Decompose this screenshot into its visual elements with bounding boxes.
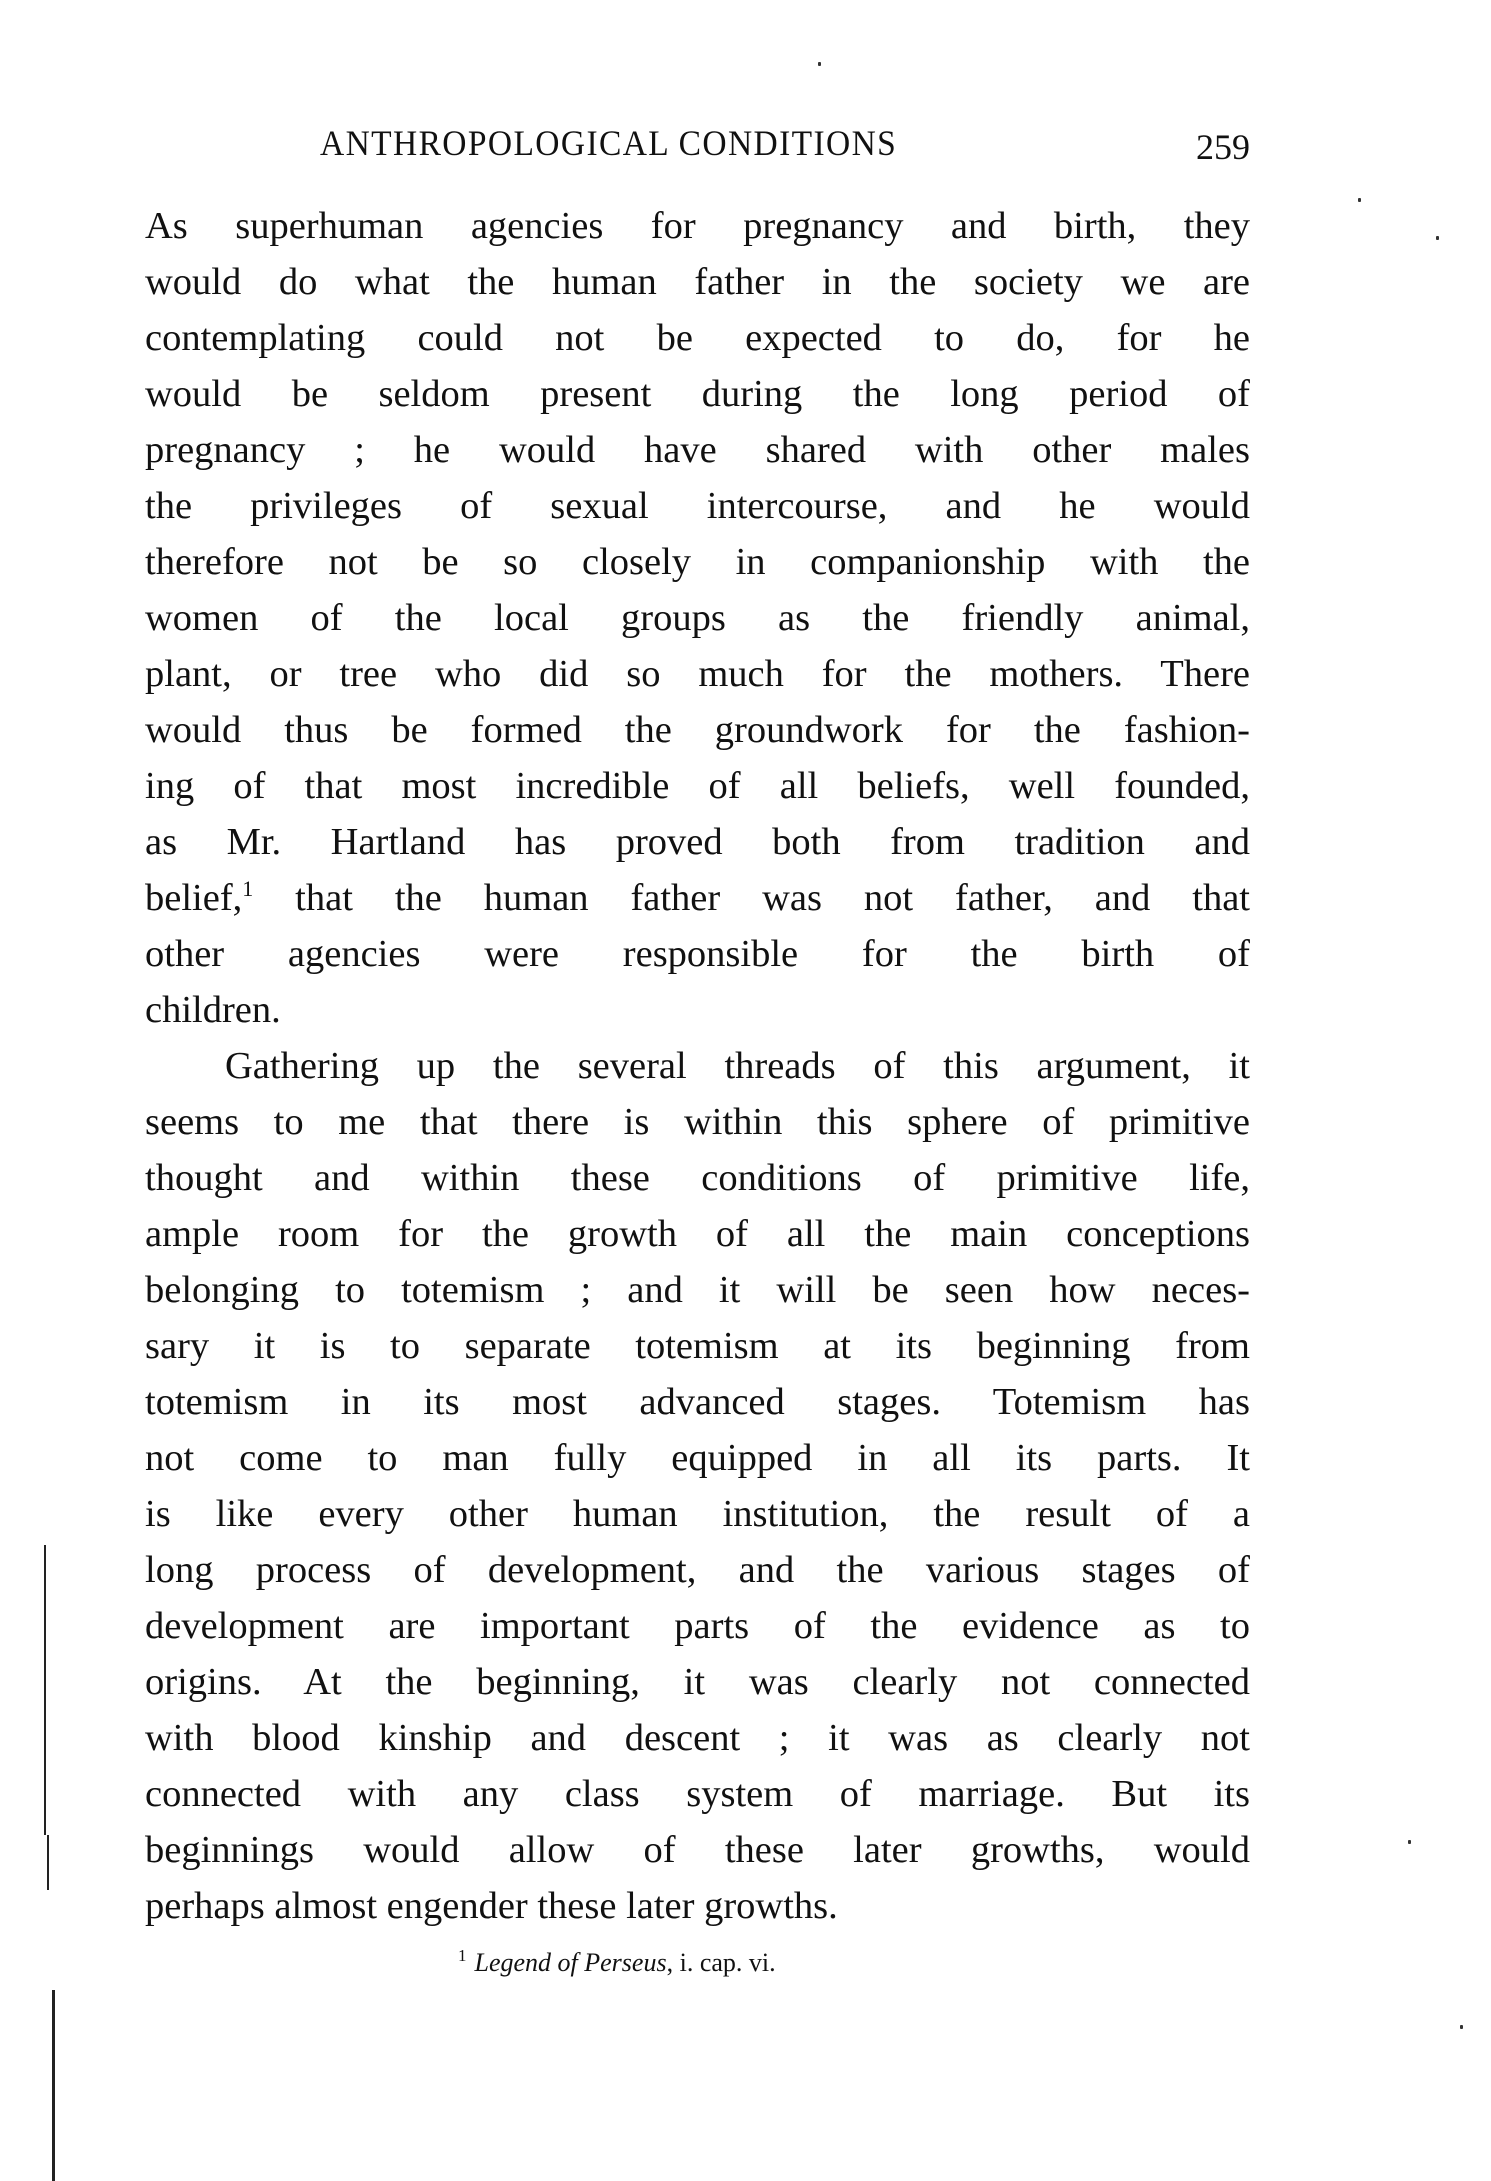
- text-line: therefore not be so closely in companionship with the: [145, 541, 1250, 583]
- text-line: long process of development, and the various stages of: [145, 1549, 1250, 1591]
- text-line: totemism in its most advanced stages. Totemism has: [145, 1381, 1250, 1423]
- text-line: other agencies were responsible for the birth of: [145, 933, 1250, 975]
- footnote-marker[interactable]: 1: [242, 876, 254, 901]
- footnote-number: 1: [458, 1946, 467, 1965]
- page-number: 259: [1196, 127, 1250, 167]
- text-line: Gathering up the several threads of this argument, it: [225, 1045, 1250, 1087]
- text-line: would thus be formed the groundwork for the fashion-: [145, 709, 1250, 751]
- text-segment: belief,: [145, 877, 243, 919]
- text-line: would be seldom present during the long period of: [145, 373, 1250, 415]
- scan-edge-line: [52, 1990, 55, 2181]
- footnote-citation: , i. cap. vi.: [666, 1948, 776, 1977]
- text-line: origins. At the beginning, it was clearly not connected: [145, 1661, 1250, 1703]
- scan-speck: [1436, 236, 1439, 240]
- text-line-with-footnote: [145, 870, 1250, 926]
- scan-speck: [1408, 1840, 1411, 1844]
- text-line: connected with any class system of marriage. But its: [145, 1773, 1250, 1815]
- text-segment: that the human father was not father, and that: [253, 877, 1250, 919]
- running-head: [145, 122, 1250, 172]
- text-line: pregnancy ; he would have shared with other males: [145, 429, 1250, 471]
- text-line: as Mr. Hartland has proved both from tradition and: [145, 821, 1250, 863]
- paragraph-2: [145, 1038, 1250, 1934]
- text-line: belonging to totemism ; and it will be seen how neces-: [145, 1269, 1250, 1311]
- text-line: women of the local groups as the friendly animal,: [145, 597, 1250, 639]
- footnote-title: Legend of Perseus: [474, 1948, 667, 1977]
- text-line: development are important parts of the evidence as to: [145, 1605, 1250, 1647]
- scan-speck: [1358, 198, 1361, 202]
- text-line: ing of that most incredible of all beliefs, well founded,: [145, 765, 1250, 807]
- scan-speck: [818, 62, 821, 66]
- text-line: As superhuman agencies for pregnancy and birth, they: [145, 205, 1250, 247]
- text-line: seems to me that there is within this sphere of primitive: [145, 1101, 1250, 1143]
- text-line: sary it is to separate totemism at its beginning from: [145, 1325, 1250, 1367]
- scan-speck: [1460, 2025, 1463, 2029]
- text-line: beginnings would allow of these later growths, would: [145, 1829, 1250, 1871]
- text-line: contemplating could not be expected to do, for he: [145, 317, 1250, 359]
- scan-edge-line: [44, 1545, 46, 1835]
- text-line: plant, or tree who did so much for the mothers. There: [145, 653, 1250, 695]
- text-line: would do what the human father in the society we are: [145, 261, 1250, 303]
- scan-edge-line: [47, 1835, 49, 1890]
- body-text: [145, 198, 1250, 1934]
- text-line: perhaps almost engender these later growths.: [145, 1885, 838, 1927]
- running-title: ANTHROPOLOGICAL CONDITIONS: [320, 123, 898, 163]
- text-line: the privileges of sexual intercourse, and he would: [145, 485, 1250, 527]
- text-line: is like every other human institution, the result of a: [145, 1493, 1250, 1535]
- text-line: children.: [145, 989, 281, 1031]
- text-line: thought and within these conditions of primitive life,: [145, 1157, 1250, 1199]
- paragraph-1: [145, 198, 1250, 1038]
- footnote: [458, 1948, 776, 1978]
- text-line: with blood kinship and descent ; it was as clearly not: [145, 1717, 1250, 1759]
- text-line: not come to man fully equipped in all its parts. It: [145, 1437, 1250, 1479]
- text-line: ample room for the growth of all the main conceptions: [145, 1213, 1250, 1255]
